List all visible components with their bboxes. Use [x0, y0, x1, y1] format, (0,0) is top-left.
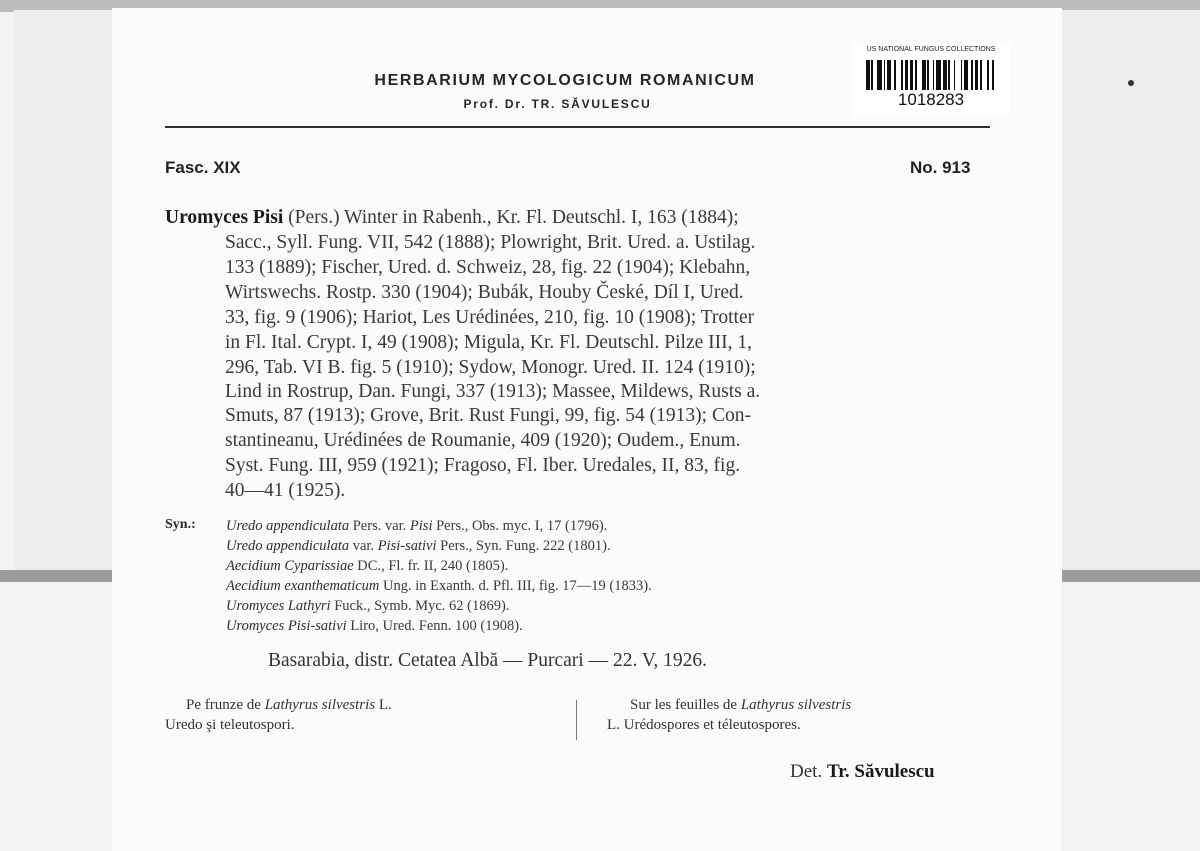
- citation-line: 133 (1889); Fischer, Ured. d. Schweiz, 28, fig. 22 (1904); Klebahn,: [225, 257, 751, 278]
- citation-line: in Fl. Ital. Crypt. I, 49 (1908); Migula, Kr. Fl. Deutschl. Pilze III, 1,: [225, 332, 752, 353]
- fascicle-number: Fasc. XIX: [165, 158, 241, 177]
- citation-line: Wirtswechs. Rostp. 330 (1904); Bubák, Houby České, Díl I, Ured.: [225, 282, 744, 303]
- determiner-name: Tr. Săvulescu: [826, 761, 935, 782]
- herbarium-title: HERBARIUM MYCOLOGICUM ROMANICUM: [374, 72, 756, 89]
- barcode-caption: US NATIONAL FUNGUS COLLECTIONS: [866, 46, 996, 53]
- citation-line: 40—41 (1925).: [225, 480, 346, 501]
- citation-line: 296, Tab. VI B. fig. 5 (1910); Sydow, Monogr. Ured. II. 124 (1910);: [225, 357, 756, 378]
- citation-line: 33, fig. 9 (1906); Hariot, Les Urédinées, 210, fig. 10 (1908); Trotter: [225, 307, 755, 328]
- species-name: Uromyces Pisi: [165, 207, 284, 228]
- barcode-number: 1018283: [897, 90, 965, 109]
- collection-locality: Basarabia, distr. Cetatea Albă — Purcari — 22. V, 1926.: [268, 650, 708, 671]
- synonym-item: Uromyces Pisi-sativi Liro, Ured. Fenn. 100 (1908).: [226, 618, 523, 634]
- column-divider: [576, 700, 577, 740]
- citation-text: (Pers.) Winter in Rabenh., Kr. Fl. Deutschl. I, 163 (1884);: [283, 207, 739, 228]
- host-line: L. Urédospores et téleutospores.: [607, 717, 801, 733]
- determiner: Det. Tr. Săvulescu: [790, 761, 935, 782]
- barcode-bars: [866, 60, 996, 90]
- host-line: Pe frunze de Lathyrus silvestris L.: [186, 697, 392, 713]
- header-rule: [165, 126, 990, 128]
- barcode-sticker: [852, 42, 1010, 116]
- citation-line: Lind in Rostrup, Dan. Fungi, 337 (1913); Massee, Mildews, Rusts a.: [225, 381, 761, 402]
- host-line: Sur les feuilles de Lathyrus silvestris: [630, 697, 852, 713]
- citation-line: Smuts, 87 (1913); Grove, Brit. Rust Fungi, 99, fig. 54 (1913); Con-: [225, 405, 751, 426]
- synonym-item: Uromyces Lathyri Fuck., Symb. Myc. 62 (1869).: [226, 598, 510, 614]
- sheet-mark-dot: [1128, 80, 1134, 86]
- herbarium-director: Prof. Dr. TR. SĂVULESCU: [463, 97, 652, 111]
- synonym-item: Uredo appendiculata Pers. var. Pisi Pers., Obs. myc. I, 17 (1796).: [226, 518, 608, 534]
- synonym-item: Aecidium exanthematicum Ung. in Exanth. d. Pfl. III, fig. 17—19 (1833).: [226, 578, 652, 594]
- citation-line-1: [165, 207, 739, 229]
- barcode-bar: [994, 60, 996, 90]
- host-line: Uredo şi teleutospori.: [165, 717, 295, 733]
- synonym-item: Uredo appendiculata var. Pisi-sativi Pers., Syn. Fung. 222 (1801).: [226, 538, 611, 554]
- citation-line: stantineanu, Urédinées de Roumanie, 409 (1920); Oudem., Enum.: [225, 430, 741, 451]
- synonym-item: Aecidium Cyparissiae DC., Fl. fr. II, 240 (1805).: [226, 558, 509, 574]
- exsiccata-number: No. 913: [910, 158, 971, 177]
- synonyms-label: Syn.:: [165, 517, 196, 532]
- citation-line: Sacc., Syll. Fung. VII, 542 (1888); Plowright, Brit. Ured. a. Ustilag.: [225, 232, 756, 253]
- citation-line: Syst. Fung. III, 959 (1921); Fragoso, Fl. Iber. Uredales, II, 83, fig.: [225, 455, 741, 476]
